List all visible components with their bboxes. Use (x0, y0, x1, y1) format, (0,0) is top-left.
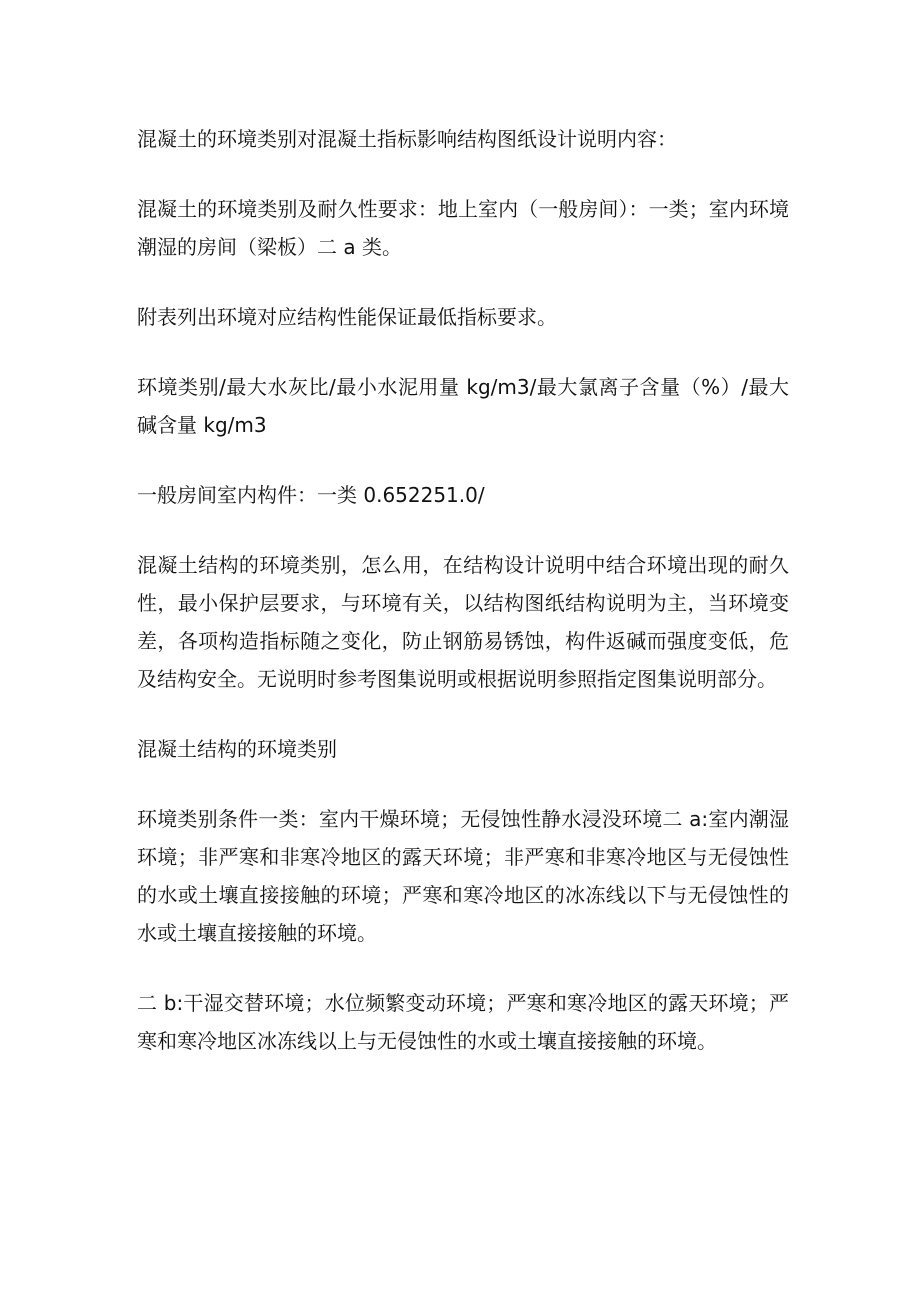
section-heading-environment-category: 混凝土结构的环境类别 (137, 737, 337, 761)
paragraph-durability-requirements: 混凝土的环境类别及耐久性要求：地上室内（一般房间）：一类；室内环境潮湿的房间（梁板）二 a 类。 (137, 197, 789, 259)
paragraph-category-conditions-1-2a: 环境类别条件一类：室内干燥环境；无侵蚀性静水浸没环境二 a:室内潮湿环境；非严寒和非寒冷地区的露天环境；非严寒和非寒冷地区与无侵蚀性的水或土壤直接接触的环境；严寒和寒冷地区的冰冻线以下与无侵蚀性的水或土壤直接接触的环境。 (137, 807, 789, 945)
paragraph-appendix-note: 附表列出环境对应结构性能保证最低指标要求。 (137, 305, 557, 329)
paragraph-general-room-values: 一般房间室内构件：一类 0.652251.0/ (137, 483, 485, 507)
paragraph-category-conditions-2b: 二 b:干湿交替环境；水位频繁变动环境；严寒和寒冷地区的露天环境；严寒和寒冷地区冰冻线以上与无侵蚀性的水或土壤直接接触的环境。 (137, 991, 789, 1053)
document-body (137, 120, 789, 1092)
paragraph-usage-explanation: 混凝土结构的环境类别，怎么用，在结构设计说明中结合环境出现的耐久性，最小保护层要求，与环境有关，以结构图纸结构说明为主，当环境变差，各项构造指标随之变化，防止钢筋易锈蚀，构件返碱而强度变低，危及结构安全。无说明时参考图集说明或根据说明参照指定图集说明部分。 (137, 553, 789, 691)
paragraph-table-headers: 环境类别/最大水灰比/最小水泥用量 kg/m3/最大氯离子含量（%）/最大碱含量 kg/m3 (137, 375, 789, 437)
paragraph-intro: 混凝土的环境类别对混凝土指标影响结构图纸设计说明内容： (137, 127, 677, 151)
